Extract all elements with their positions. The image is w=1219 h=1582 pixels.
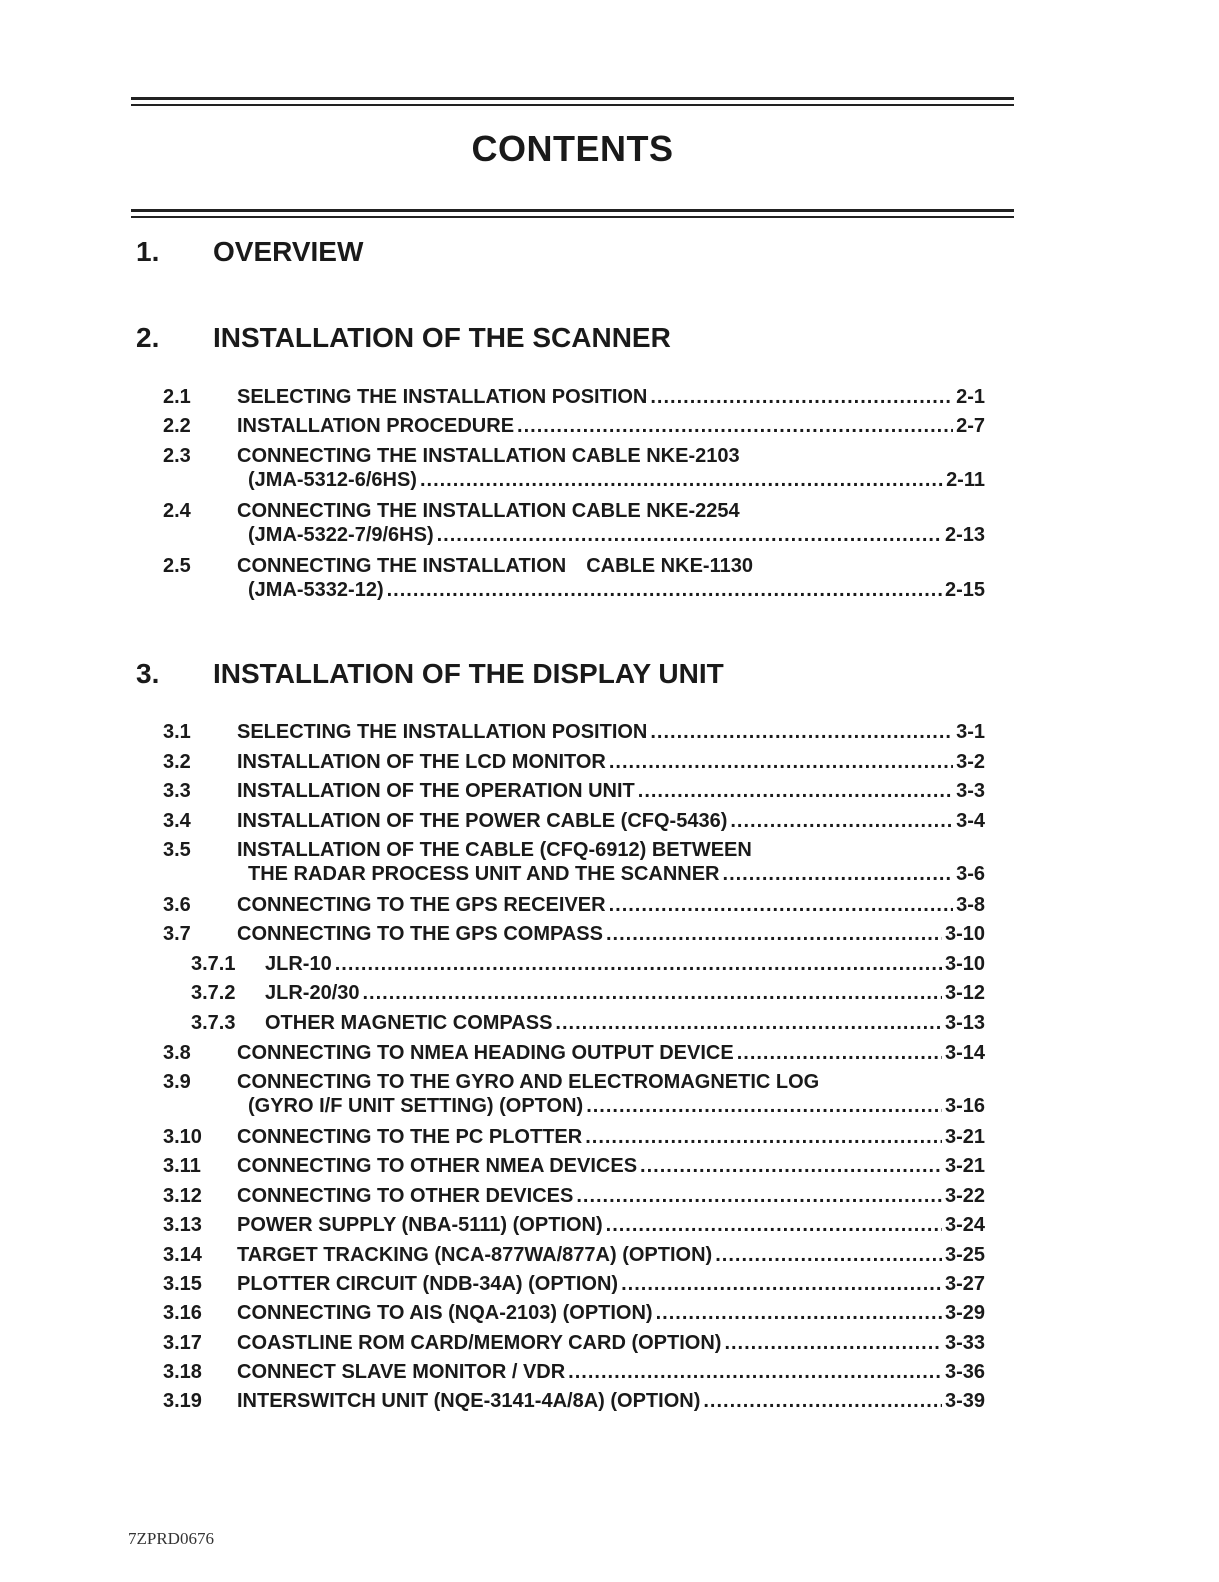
section-title: INSTALLATION OF THE CABLE (CFQ-6912) BETWEEN — [237, 839, 752, 861]
dot-leader — [576, 1184, 942, 1208]
page-number: 3-29 — [944, 1302, 985, 1324]
toc-entry-3-19[interactable] — [163, 1389, 985, 1413]
dot-leader — [437, 523, 942, 547]
dot-leader — [586, 1094, 942, 1118]
section-number: 2.3 — [163, 445, 191, 467]
section-title: CONNECTING TO NMEA HEADING OUTPUT DEVICE — [237, 1042, 734, 1064]
section-title: INSTALLATION OF THE LCD MONITOR — [237, 751, 606, 773]
dot-leader — [517, 414, 953, 438]
section-number: 3.14 — [163, 1244, 202, 1266]
page-number: 3-16 — [944, 1095, 985, 1117]
toc-entry-3-7-2[interactable] — [191, 981, 985, 1005]
toc-entry-3-1[interactable] — [163, 720, 985, 744]
toc-entry-3-4[interactable] — [163, 809, 985, 833]
toc-entry-3-9[interactable] — [163, 1070, 985, 1118]
toc-entry-3-3[interactable] — [163, 779, 985, 803]
toc-entry-3-15[interactable] — [163, 1272, 985, 1296]
dot-leader — [555, 1011, 942, 1035]
page-number: 3-25 — [944, 1244, 985, 1266]
section-number: 3.7.1 — [191, 953, 236, 975]
page-number: 3-10 — [944, 923, 985, 945]
section-number: 3.19 — [163, 1390, 202, 1412]
chapter-1-heading[interactable] — [136, 236, 363, 268]
section-number: 3.16 — [163, 1302, 202, 1324]
toc-entry-3-11[interactable] — [163, 1154, 985, 1178]
toc-entry-3-13[interactable] — [163, 1213, 985, 1237]
dot-leader — [723, 862, 954, 886]
dot-leader — [387, 578, 942, 602]
section-number: 3.2 — [163, 751, 191, 773]
toc-entry-2-3[interactable] — [163, 444, 985, 492]
section-number: 3.3 — [163, 780, 191, 802]
toc-entry-2-4[interactable] — [163, 499, 985, 547]
dot-leader — [640, 1154, 942, 1178]
page-number: 2-7 — [956, 415, 985, 437]
page-number: 3-12 — [944, 982, 985, 1004]
section-number: 3.4 — [163, 810, 191, 832]
toc-entry-3-12[interactable] — [163, 1184, 985, 1208]
toc-entry-3-16[interactable] — [163, 1301, 985, 1325]
dot-leader — [650, 720, 953, 744]
page-number: 3-6 — [956, 863, 985, 885]
bottom-double-rule — [131, 209, 1014, 218]
page-number: 3-33 — [944, 1332, 985, 1354]
toc-entry-3-7-3[interactable] — [191, 1011, 985, 1035]
chapter-3-heading[interactable] — [136, 658, 724, 690]
page-number: 2-1 — [956, 386, 985, 408]
section-title: CONNECTING TO THE PC PLOTTER — [237, 1126, 583, 1148]
section-title: OTHER MAGNETIC COMPASS — [265, 1012, 553, 1034]
section-title: CONNECTING THE INSTALLATION CABLE NKE-2254 — [237, 500, 740, 522]
section-title: JLR-10 — [265, 953, 332, 975]
section-number: 3.5 — [163, 839, 191, 861]
section-title: CONNECTING TO THE GPS RECEIVER — [237, 894, 606, 916]
section-title: CONNECTING TO THE GYRO AND ELECTROMAGNETIC LOG — [237, 1071, 820, 1093]
section-title: CONNECTING TO AIS (NQA-2103) (OPTION) — [237, 1302, 653, 1324]
top-double-rule — [131, 97, 1014, 106]
page-number: 3-22 — [944, 1185, 985, 1207]
page-number: 2-11 — [946, 469, 985, 491]
section-title: CONNECTING THE INSTALLATION CABLE NKE-1130 — [237, 555, 753, 577]
dot-leader — [737, 1041, 942, 1065]
page-number: 3-4 — [956, 810, 985, 832]
dot-leader — [724, 1331, 942, 1355]
dot-leader — [650, 385, 953, 409]
section-title: SELECTING THE INSTALLATION POSITION — [237, 386, 648, 408]
dot-leader — [363, 981, 942, 1005]
dot-leader — [585, 1125, 942, 1149]
toc-entry-3-10[interactable] — [163, 1125, 985, 1149]
section-number: 3.18 — [163, 1361, 202, 1383]
toc-entry-2-2[interactable] — [163, 414, 985, 438]
dot-leader — [703, 1389, 942, 1413]
dot-leader — [606, 1213, 942, 1237]
section-number: 3.8 — [163, 1042, 191, 1064]
section-number: 3.12 — [163, 1185, 202, 1207]
chapter-number: 1. — [136, 236, 160, 267]
section-title: CONNECTING TO OTHER NMEA DEVICES — [237, 1155, 638, 1177]
section-number: 3.7 — [163, 923, 191, 945]
page-number: 3-24 — [944, 1214, 985, 1236]
page-number: 2-15 — [944, 579, 985, 601]
section-title-continued: THE RADAR PROCESS UNIT AND THE SCANNER — [248, 863, 720, 885]
section-title: PLOTTER CIRCUIT (NDB-34A) (OPTION) — [237, 1273, 619, 1295]
dot-leader — [730, 809, 953, 833]
toc-entry-2-1[interactable] — [163, 385, 985, 409]
section-title-continued: (JMA-5332-12) — [248, 579, 384, 601]
section-title: CONNECT SLAVE MONITOR / VDR — [237, 1361, 566, 1383]
chapter-title: INSTALLATION OF THE SCANNER — [213, 322, 671, 353]
section-title-continued: (JMA-5322-7/9/6HS) — [248, 524, 434, 546]
chapter-number: 2. — [136, 322, 160, 353]
toc-entry-3-2[interactable] — [163, 750, 985, 774]
section-title: INTERSWITCH UNIT (NQE-3141-4A/8A) (OPTION) — [237, 1390, 701, 1412]
toc-entry-3-5[interactable] — [163, 838, 985, 886]
section-number: 3.7.2 — [191, 982, 236, 1004]
dot-leader — [638, 779, 953, 803]
section-number: 3.7.3 — [191, 1012, 236, 1034]
section-number: 3.17 — [163, 1332, 202, 1354]
section-number: 2.5 — [163, 555, 191, 577]
page-number: 2-13 — [944, 524, 985, 546]
toc-entry-3-6[interactable] — [163, 893, 985, 917]
page-number: 3-13 — [944, 1012, 985, 1034]
section-number: 3.13 — [163, 1214, 202, 1236]
section-title: CONNECTING TO OTHER DEVICES — [237, 1185, 574, 1207]
section-number: 3.1 — [163, 721, 191, 743]
section-number: 2.1 — [163, 386, 191, 408]
dot-leader — [656, 1301, 942, 1325]
toc-entry-3-8[interactable] — [163, 1041, 985, 1065]
page-number: 3-14 — [944, 1042, 985, 1064]
chapter-number: 3. — [136, 658, 160, 689]
section-number: 2.4 — [163, 500, 191, 522]
dot-leader — [568, 1360, 942, 1384]
section-title: COASTLINE ROM CARD/MEMORY CARD (OPTION) — [237, 1332, 722, 1354]
section-title: INSTALLATION PROCEDURE — [237, 415, 515, 437]
section-title: SELECTING THE INSTALLATION POSITION — [237, 721, 648, 743]
section-number: 3.15 — [163, 1273, 202, 1295]
chapter-title: INSTALLATION OF THE DISPLAY UNIT — [213, 658, 724, 689]
page-number: 3-39 — [944, 1390, 985, 1412]
section-title: CONNECTING THE INSTALLATION CABLE NKE-2103 — [237, 445, 740, 467]
section-number: 3.10 — [163, 1126, 202, 1148]
page-title: CONTENTS — [471, 128, 674, 169]
toc-entry-3-7[interactable] — [163, 922, 985, 946]
page-number: 3-2 — [956, 751, 985, 773]
section-number: 2.2 — [163, 415, 191, 437]
toc-entry-2-5[interactable] — [163, 554, 985, 602]
section-number: 3.11 — [163, 1155, 201, 1177]
page-number: 3-21 — [944, 1126, 985, 1148]
section-title: CONNECTING TO THE GPS COMPASS — [237, 923, 603, 945]
document-code: 7ZPRD0676 — [128, 1529, 214, 1548]
dot-leader — [335, 952, 942, 976]
page-number: 3-27 — [944, 1273, 985, 1295]
dot-leader — [420, 468, 943, 492]
page-number: 3-21 — [944, 1155, 985, 1177]
toc-entry-3-14[interactable] — [163, 1243, 985, 1267]
dot-leader — [621, 1272, 942, 1296]
page-number: 3-3 — [956, 780, 985, 802]
page-number: 3-1 — [956, 721, 985, 743]
dot-leader — [606, 922, 942, 946]
section-title-continued: (JMA-5312-6/6HS) — [248, 469, 417, 491]
section-title: JLR-20/30 — [265, 982, 360, 1004]
page-number: 3-8 — [956, 894, 985, 916]
section-number: 3.6 — [163, 894, 191, 916]
toc-entry-3-17[interactable] — [163, 1331, 985, 1355]
toc-entry-3-18[interactable] — [163, 1360, 985, 1384]
chapter-title: OVERVIEW — [213, 236, 364, 267]
page-number: 3-10 — [944, 953, 985, 975]
section-title: INSTALLATION OF THE OPERATION UNIT — [237, 780, 635, 802]
section-title-continued: (GYRO I/F UNIT SETTING) (OPTON) — [248, 1095, 584, 1117]
dot-leader — [609, 750, 953, 774]
section-title: TARGET TRACKING (NCA-877WA/877A) (OPTION) — [237, 1244, 713, 1266]
dot-leader — [609, 893, 954, 917]
toc-entry-3-7-1[interactable] — [191, 952, 985, 976]
chapter-2-heading[interactable] — [136, 322, 671, 354]
section-number: 3.9 — [163, 1071, 191, 1093]
section-title: INSTALLATION OF THE POWER CABLE (CFQ-5436) — [237, 810, 728, 832]
section-title: POWER SUPPLY (NBA-5111) (OPTION) — [237, 1214, 603, 1236]
page-number: 3-36 — [944, 1361, 985, 1383]
dot-leader — [715, 1243, 942, 1267]
